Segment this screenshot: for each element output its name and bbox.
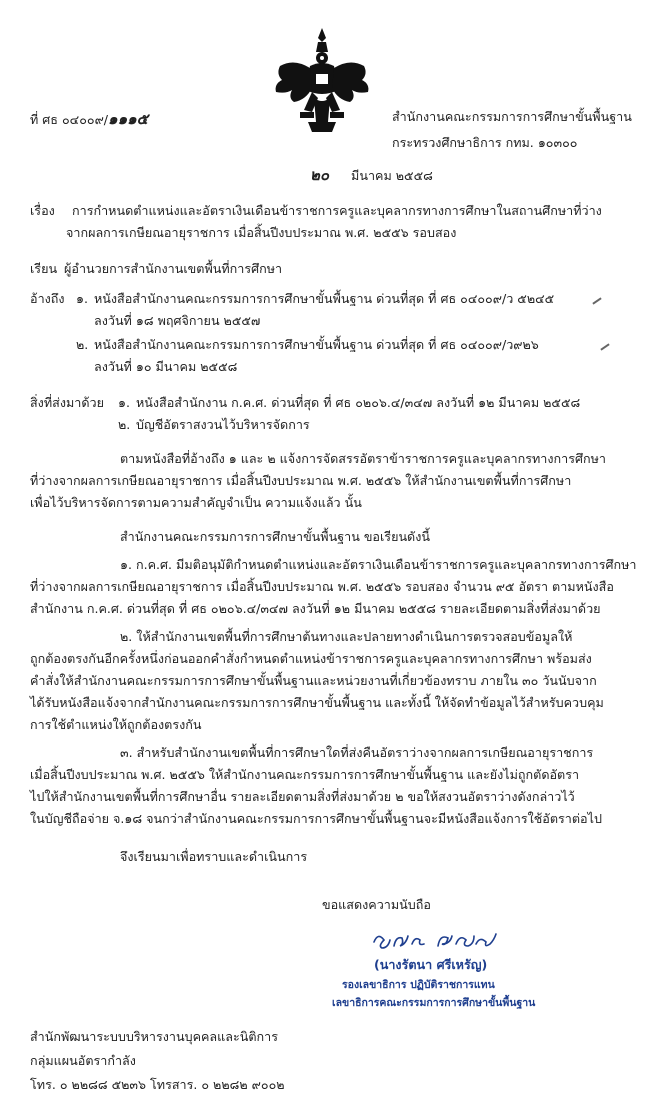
point-1-line-2: ที่ว่างจากผลการเกษียณอายุราชการ เมื่อสิ้นปีงบประมาณ พ.ศ. ๒๕๕๖ รอบสอง จำนวน ๙๕ อัตรา ตามหนังสือ (30, 579, 614, 594)
point-3-line-1: ๓. สำหรับสำนักงานเขตพื้นที่การศึกษาใดที่ส่งคืนอัตราว่างจากผลการเกษียณอายุราชการ (120, 745, 594, 760)
date-day-handwritten: ๒๐ (310, 166, 330, 184)
reference-2-line-2: ลงวันที่ ๑๐ มีนาคม ๒๕๕๘ (94, 359, 238, 374)
enclosure-2-text: บัญชีอัตราสงวนไว้บริหารจัดการ (136, 417, 310, 432)
point-2-line-4: ได้รับหนังสือแจ้งจากสำนักงานคณะกรรมการการศึกษาขั้นพื้นฐาน และทั้งนี้ ให้จัดทำข้อมูลไว้สำหรับควบคุม (30, 695, 604, 710)
point-2-line-3: คำสั่งให้สำนักงานคณะกรรมการการศึกษาขั้นพื้นฐานและหน่วยงานที่เกี่ยวข้องทราบ ภายใน ๓๐ วันนับจาก (30, 673, 597, 688)
reference-1-line-2: ลงวันที่ ๑๘ พฤศจิกายน ๒๕๕๗ (94, 313, 261, 328)
closing-line: จึงเรียนมาเพื่อทราบและดำเนินการ (120, 849, 308, 864)
reference-2-number: ๒. (76, 337, 89, 352)
document-number-handwritten: ๑๑๑๕ (108, 110, 148, 128)
garuda-emblem-icon (270, 26, 374, 136)
intro-line-2: ที่ว่างจากผลการเกษียณอายุราชการ เมื่อสิ้นปีงบประมาณ พ.ศ. ๒๕๕๖ ให้สำนักงานเขตพื้นที่การศึกษา (30, 473, 572, 488)
document-number-label: ที่ ศธ ๐๔๐๐๙/ (30, 112, 109, 127)
point-1-line-3: สำนักงาน ก.ค.ศ. ด่วนที่สุด ที่ ศธ ๐๒๐๖.๔/๓๔๗ ลงวันที่ ๑๒ มีนาคม ๒๕๕๘ รายละเอียดตามสิ่งที่ส่งมาด้วย (30, 601, 601, 616)
reference-2-line-1: หนังสือสำนักงานคณะกรรมการการศึกษาขั้นพื้นฐาน ด่วนที่สุด ที่ ศธ ๐๔๐๐๙/ว๙๒๖ (94, 337, 539, 352)
notify-line: สำนักงานคณะกรรมการการศึกษาขั้นพื้นฐาน ขอเรียนดังนี้ (120, 529, 430, 544)
point-3-line-4: ในบัญชีถือจ่าย จ.๑๘ จนกว่าสำนักงานคณะกรรมการการศึกษาขั้นพื้นฐานจะมีหนังสือแจ้งการใช้อัตราต่อไป (30, 811, 602, 826)
document-date (310, 166, 433, 185)
office-address: กระทรวงศึกษาธิการ กทม. ๑๐๓๐๐ (392, 135, 578, 150)
footer-phone: โทร. ๐ ๒๒๘๘ ๕๒๓๖ โทรสาร. ๐ ๒๒๘๒ ๙๐๐๒ (30, 1077, 285, 1092)
point-2-line-2: ถูกต้องตรงกันอีกครั้งหนึ่งก่อนออกคำสั่งกำหนดตำแหน่งข้าราชการครูและบุคลากรทางการศึกษา พร้อมส่ง (30, 651, 592, 666)
document-number (30, 110, 148, 129)
point-1-line-1: ๑. ก.ค.ศ. มีมติอนุมัติกำหนดตำแหน่งและอัตราเงินเดือนข้าราชการครูและบุคลากรทางการศึกษา (120, 557, 637, 572)
salutation-label: เรียน (30, 261, 58, 276)
intro-line-1: ตามหนังสือที่อ้างถึง ๑ และ ๒ แจ้งการจัดสรรอัตราข้าราชการครูและบุคลากรทางการศึกษา (120, 451, 606, 466)
enclosure-label: สิ่งที่ส่งมาด้วย (30, 395, 104, 410)
point-3-line-3: ไปให้สำนักงานเขตพื้นที่การศึกษาอื่น รายละเอียดตามสิ่งที่ส่งมาด้วย ๒ ขอให้สงวนอัตราว่างดังกล่าวไว้ (30, 789, 575, 804)
reference-label: อ้างถึง (30, 291, 65, 306)
complimentary-close: ขอแสดงความนับถือ (322, 897, 431, 912)
signatory-title-2: เลขาธิการคณะกรรมการการศึกษาขั้นพื้นฐาน (332, 997, 536, 1009)
footer-department: สำนักพัฒนาระบบบริหารงานบุคคลและนิติการ (30, 1029, 279, 1044)
check-mark-icon (600, 343, 609, 350)
handwritten-signature (368, 924, 508, 954)
subject-line-2: จากผลการเกษียณอายุราชการ เมื่อสิ้นปีงบประมาณ พ.ศ. ๒๕๕๖ รอบสอง (66, 225, 457, 240)
enclosure-2-number: ๒. (118, 417, 131, 432)
enclosure-1-text: หนังสือสำนักงาน ก.ค.ศ. ด่วนที่สุด ที่ ศธ ๐๒๐๖.๔/๓๔๗ ลงวันที่ ๑๒ มีนาคม ๒๕๕๘ (136, 395, 581, 410)
check-mark-icon (592, 297, 601, 304)
point-2-line-1: ๒. ให้สำนักงานเขตพื้นที่การศึกษาต้นทางและปลายทางดำเนินการตรวจสอบข้อมูลให้ (120, 629, 573, 644)
intro-line-3: เพื่อไว้บริหารจัดการตามความสำคัญจำเป็น ความแจ้งแล้ว นั้น (30, 495, 362, 510)
point-2-line-5: การใช้ตำแหน่งให้ถูกต้องตรงกัน (30, 717, 202, 732)
subject-line-1: การกำหนดตำแหน่งและอัตราเงินเดือนข้าราชการครูและบุคลากรทางการศึกษาในสถานศึกษาที่ว่าง (72, 203, 602, 218)
office-name: สำนักงานคณะกรรมการการศึกษาขั้นพื้นฐาน (392, 109, 632, 124)
footer-group: กลุ่มแผนอัตรากำลัง (30, 1053, 136, 1068)
subject-label: เรื่อง (30, 203, 55, 218)
reference-1-number: ๑. (76, 291, 88, 306)
reference-1-line-1: หนังสือสำนักงานคณะกรรมการการศึกษาขั้นพื้นฐาน ด่วนที่สุด ที่ ศธ ๐๔๐๐๙/ว ๕๒๔๕ (94, 291, 555, 306)
signatory-title-1: รองเลขาธิการ ปฏิบัติราชการแทน (342, 979, 495, 991)
enclosure-1-number: ๑. (118, 395, 130, 410)
signatory-name: (นางรัตนา ศรีเหรัญ) (374, 957, 488, 972)
salutation-recipient: ผู้อำนวยการสำนักงานเขตพื้นที่การศึกษา (64, 261, 283, 276)
date-month-year: มีนาคม ๒๕๕๘ (351, 168, 433, 183)
point-3-line-2: เมื่อสิ้นปีงบประมาณ พ.ศ. ๒๕๕๖ ให้สำนักงานคณะกรรมการการศึกษาขั้นพื้นฐาน และยังไม่ถูกตัดอัตรา (30, 767, 580, 782)
